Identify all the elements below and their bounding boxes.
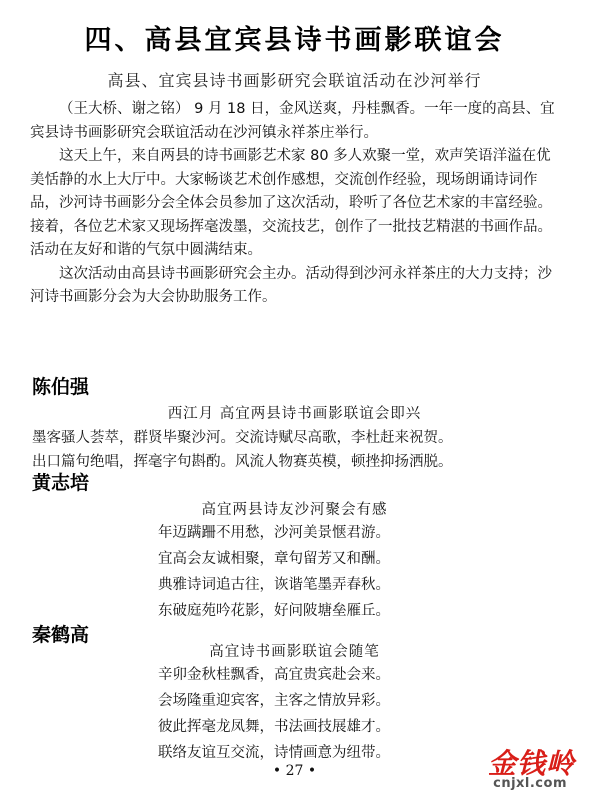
poem-title: 高宜诗书画影联谊会随笔 xyxy=(209,644,380,660)
poem-line: 东破庭苑吟花影，好问陂塘垒雁丘。 xyxy=(158,603,390,619)
poem-line: 彼此挥毫龙凤舞，书法画技展雄才。 xyxy=(158,719,390,735)
watermark-brand: 金钱岭 xyxy=(487,747,575,780)
article-subtitle: 高县、宜宾县诗书画影研究会联谊活动在沙河举行 xyxy=(107,71,482,90)
poem-line: 墨客骚人荟萃，群贤毕聚沙河。交流诗赋尽高歌，李杜赶来祝贺。 xyxy=(32,430,453,446)
poem-line: 会场隆重迎宾客，主客之情放异彩。 xyxy=(158,693,390,709)
poem-line: 联络友谊互交流，诗情画意为纽带。 xyxy=(158,745,390,761)
poem-line: 辛卯金秋桂飘香，高宜贵宾赴会来。 xyxy=(158,667,390,683)
article-paragraph: （王大桥、谢之铭） 9 月 18 日，金风送爽，丹桂飘香。一年一度的高县、宜宾县诗书画影研究会联谊活动在沙河镇永祥茶庄举行。 xyxy=(30,101,555,141)
watermark-site: cnjxl.com xyxy=(493,776,567,791)
author-name: 陈伯强 xyxy=(32,376,90,398)
article-body xyxy=(30,98,560,310)
article-paragraph: 这次活动由高县诗书画影研究会主办。活动得到沙河永祥茶庄的大力支持；沙河诗书画影分会为大会协助服务工作。 xyxy=(30,265,552,305)
poem-line: 宜高会友诚相聚，章句留芳又和酬。 xyxy=(158,551,390,567)
poem-line: 出口篇句绝唱，挥毫字句斟酌。风流人物赛英模，顿挫抑扬洒脱。 xyxy=(32,454,453,470)
poem-body xyxy=(32,426,562,474)
page-number: • 27 • xyxy=(272,763,317,779)
poem-body xyxy=(158,520,478,624)
author-name: 黄志培 xyxy=(32,472,90,494)
poem-title: 高宜两县诗友沙河聚会有感 xyxy=(201,502,388,518)
poem-line: 典雅诗词追古往，诙谐笔墨弄春秋。 xyxy=(158,577,390,593)
watermark-logo xyxy=(451,742,581,794)
poem-line: 年迈蹒跚不用愁，沙河美景惬君游。 xyxy=(158,525,390,541)
article-paragraph: 这天上午，来自两县的诗书画影艺术家 80 多人欢聚一堂，欢声笑语洋溢在优美恬静的水上大厅中。大家畅谈艺术创作感想，交流创作经验，现场朗诵诗词作品，沙河诗书画影分会全体会员参加了这次活动，聆听了各位艺术家的丰富经验。接着，各位艺术家又现场挥毫泼墨，交流技艺，创作了一批技艺精湛的书画作品。活动在友好和谐的气氛中圆满结束。 xyxy=(30,148,552,258)
poem-title: 西江月 高宜两县诗书画影联谊会即兴 xyxy=(167,406,422,422)
page-title: 四、高县宜宾县诗书画影联谊会 xyxy=(84,25,505,56)
author-name: 秦鹤高 xyxy=(32,624,90,646)
poem-body xyxy=(158,662,478,766)
